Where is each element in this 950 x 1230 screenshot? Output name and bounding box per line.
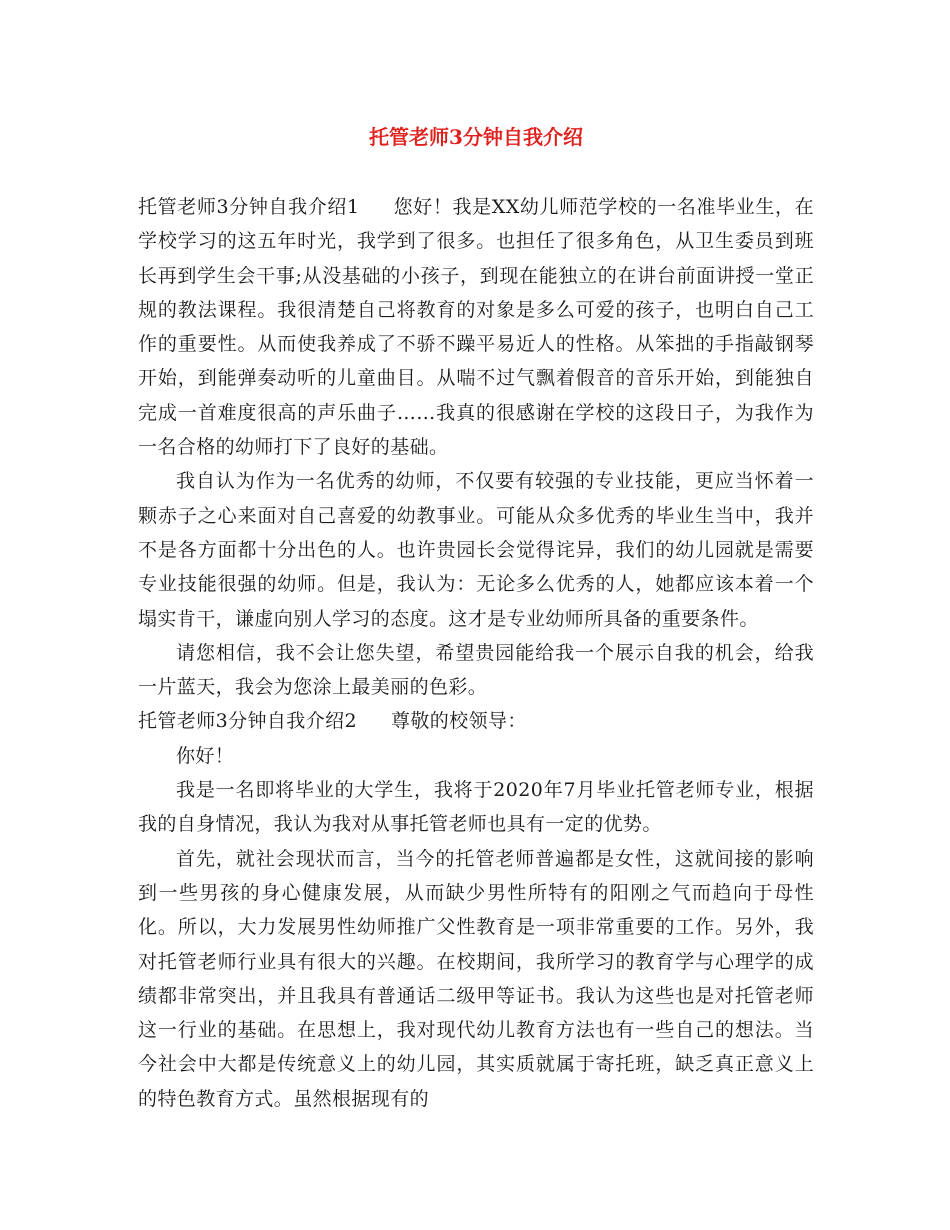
document-body	[138, 190, 814, 1116]
paragraph: 我自认为作为一名优秀的幼师，不仅要有较强的专业技能，更应当怀着一颗赤子之心来面对自己喜爱的幼教事业。可能从众多优秀的毕业生当中，我并不是各方面都十分出色的人。也许贵园长会觉得诧异，我们的幼儿园就是需要专业技能很强的幼师。但是，我认为：无论多么优秀的人，她都应该本着一个塌实肯干，谦虚向别人学习的态度。这才是专业幼师所具备的重要条件。	[138, 470, 814, 630]
section-1-intro-paragraph	[138, 190, 814, 464]
salutation: 尊敬的校领导：	[390, 710, 527, 733]
greeting: 你好！	[176, 744, 235, 767]
paragraph-text: 您好！我是XX幼儿师范学校的一名准毕业生，在学校学习的这五年时光，我学到了很多。也担任了很多角色，从卫生委员到班长再到学生会干事;从没基础的小孩子，到现在能独立的在讲台前面讲授一堂正规的教法课程。我很清楚自己将教育的对象是多么可爱的孩子，也明白自己工作的重要性。从而使我养成了不骄不躁平易近人的性格。从笨拙的手指敲钢琴开始，到能弹奏动听的儿童曲目。从喘不过气飘着假音的音乐开始，到能独自完成一首难度很高的声乐曲子……我真的很感谢在学校的这段日子，为我作为一名合格的幼师打下了良好的基础。	[138, 196, 814, 459]
paragraph: 我是一名即将毕业的大学生，我将于2020年7月毕业托管老师专业，根据我的自身情况，我认为我对从事托管老师也具有一定的优势。	[138, 779, 814, 836]
document-title: 托管老师3分钟自我介绍	[369, 125, 583, 149]
paragraph: 请您相信，我不会让您失望，希望贵园能给我一个展示自我的机会，给我一片蓝天，我会为您涂上最美丽的色彩。	[138, 641, 814, 699]
section-1-heading: 托管老师3分钟自我介绍1	[138, 196, 360, 218]
paragraph: 首先，就社会现状而言，当今的托管老师普遍都是女性，这就间接的影响到一些男孩的身心健康发展，从而缺少男性所特有的阳刚之气而趋向于母性化。所以，大力发展男性幼师推广父性教育是一项非常重要的工作。另外，我对托管老师行业具有很大的兴趣。在校期间，我所学习的教育学与心理学的成绩都非常突出，并且我具有普通话二级甲等证书。我认为这些也是对托管老师这一行业的基础。在思想上，我对现代幼儿教育方法也有一些自己的想法。当今社会中大都是传统意义上的幼儿园，其实质就属于寄托班，缺乏真正意义上的特色教育方式。虽然根据现有的	[138, 847, 814, 1110]
section-2-heading: 托管老师3分钟自我介绍2	[138, 710, 357, 733]
section-2-intro-paragraph	[138, 704, 814, 738]
